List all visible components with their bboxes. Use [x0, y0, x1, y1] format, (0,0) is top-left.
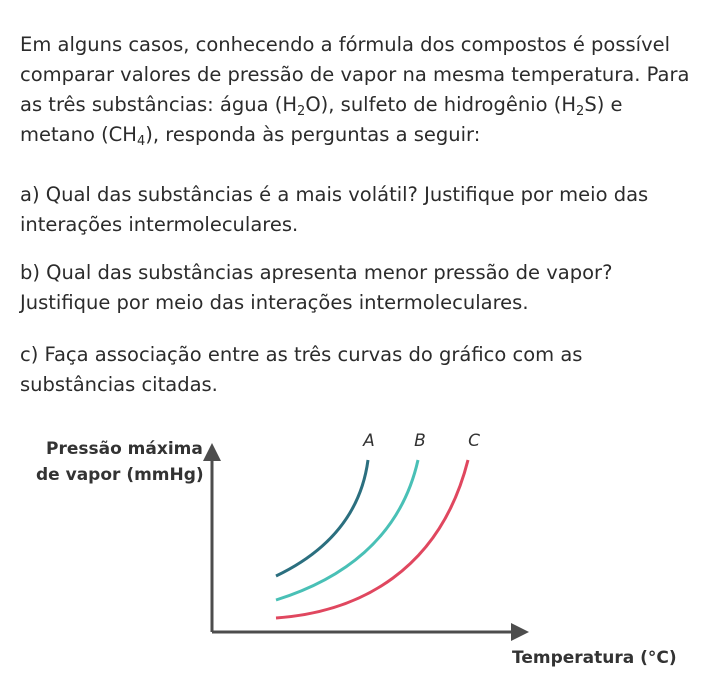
question-c — [20, 340, 700, 400]
intro-line-4-part-b: ), responda às perguntas a seguir: — [145, 123, 481, 146]
question-c-line-1: c) Faça associação entre as três curvas do gráfico com as — [20, 343, 583, 366]
intro-paragraph — [20, 30, 700, 150]
curve-a — [276, 460, 368, 576]
curve-c — [276, 460, 468, 618]
question-a-line-1: a) Qual das substâncias é a mais volátil? Justifique por meio das — [20, 183, 649, 206]
question-b — [20, 258, 700, 318]
hydrogen-sulfide-subscript: 2 — [576, 104, 585, 119]
intro-line-3 — [20, 90, 700, 120]
intro-line-1: Em alguns casos, conhecendo a fórmula dos compostos é possível — [20, 33, 671, 56]
question-a — [20, 180, 700, 240]
question-b-line-2: Justifique por meio das interações intermoleculares. — [20, 291, 529, 314]
series-label-c: C — [468, 431, 480, 451]
intro-line-3-part-b: O), sulfeto de hidrogênio (H — [305, 93, 577, 116]
vapor-pressure-chart — [0, 420, 712, 696]
intro-line-3-part-a: as três substâncias: água (H — [20, 93, 298, 116]
curve-b — [276, 460, 418, 600]
x-axis-label: Temperatura (°C) — [512, 648, 677, 668]
question-c-line-2: substâncias citadas. — [20, 373, 218, 396]
intro-line-2: comparar valores de pressão de vapor na mesma temperatura. Para — [20, 63, 690, 86]
y-axis-label-line-1: Pressão máxima — [46, 439, 203, 459]
intro-line-4-part-a: metano (CH — [20, 123, 137, 146]
intro-line-4 — [20, 120, 700, 150]
series-label-a: A — [363, 431, 375, 451]
question-b-line-1: b) Qual das substâncias apresenta menor pressão de vapor? — [20, 261, 613, 284]
intro-line-3-part-c: S) e — [584, 93, 623, 116]
methane-subscript: 4 — [136, 134, 146, 149]
question-a-line-2: interações intermoleculares. — [20, 213, 299, 236]
series-label-b: B — [414, 431, 426, 451]
water-subscript: 2 — [297, 104, 306, 119]
y-axis-label-line-2: de vapor (mmHg) — [36, 465, 204, 485]
